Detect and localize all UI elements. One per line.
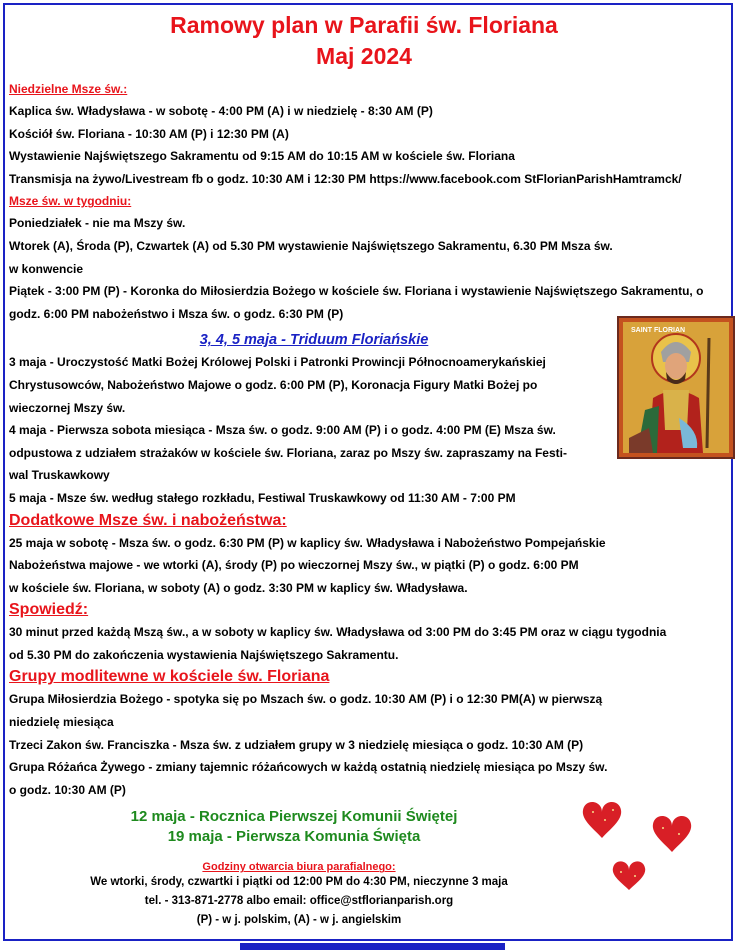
sunday-line: Wystawienie Najświętszego Sakramentu od 9:15 AM do 10:15 AM w kościele św. Floriana [9,149,515,164]
prayer-groups-section [9,666,729,801]
triduum-line: 5 maja - Msze św. według stałego rozkładu, Festiwal Truskawkowy od 11:30 AM - 7:00 PM [9,490,516,505]
communion-anniversary: 12 maja - Rocznica Pierwszej Komunii Świętej [130,808,458,826]
strawberry-heart-icon [583,802,621,838]
language-legend: (P) - w j. polskim, (A) - w j. angielskim [196,914,402,927]
confession-line: 30 minut przed każdą Mszą św., a w soboty w kaplicy św. Władysława od 3:00 PM do 3:45 PM oraz w ciągu tygodnia [9,625,667,640]
additional-line: 25 maja w sobotę - Msza św. o godz. 6:30 PM (P) w kaplicy św. Władysława i Nabożeństwo Pompejańskie [9,535,606,550]
weekday-section [9,190,729,325]
office-heading: Godziny otwarcia biura parafialnego: [202,861,396,874]
additional-heading: Dodatkowe Msze św. i nabożeństwa: [9,511,287,529]
weekday-line: Poniedziałek - nie ma Mszy św. [9,216,186,231]
weekday-line: godz. 6:00 PM nabożeństwo i Msza św. o godz. 6:30 PM (P) [9,306,344,321]
sunday-section [9,78,729,190]
sunday-line: Kościół św. Floriana - 10:30 AM (P) i 12:30 PM (A) [9,126,289,141]
icon-label-saint: SAINT FLORIAN [631,327,686,334]
weekday-line: w konwencie [9,261,84,276]
additional-line: Nabożeństwa majowe - we wtorki (A), środy (P) po wieczornej Mszy św., w piątki (P) o godz. 6:00 PM [9,558,579,573]
first-communion: 19 maja - Pierwsza Komunia Święta [167,828,421,846]
weekday-heading: Msze św. w tygodniu: [9,194,132,209]
confession-line: od 5.30 PM do zakończenia wystawienia Najświętszego Sakramentu. [9,647,399,662]
prayer-group-line: Trzeci Zakon św. Franciszka - Msza św. z udziałem grupy w 3 niedzielę miesiąca o godz. 10:30 AM (P) [9,737,584,752]
strawberry-heart-icon [653,816,691,852]
page-subtitle: Maj 2024 [316,43,412,69]
weekday-line: Wtorek (A), Środa (P), Czwartek (A) od 5.30 PM wystawienie Najświętszego Sakramentu, 6.30 PM Msza św. [9,238,613,253]
weekday-line: Piątek - 3:00 PM (P) - Koronka do Miłosierdzia Bożego w kościele św. Floriana i wystawienie Najświętszego Sakramentu, o [9,284,704,299]
strawberry-hearts-image [575,790,705,900]
prayer-group-line: Grupa Miłosierdzia Bożego - spotyka się po Mszach św. o godz. 10:30 AM (P) i o 12:30 PM(A) w pierwszą [9,692,603,707]
office-hours: We wtorki, środy, czwartki i piątki od 12:00 PM do 4:30 PM, nieczynne 3 maja [90,876,508,889]
additional-section [9,510,729,600]
strawberry-heart-icon [613,861,645,890]
triduum-line: 3 maja - Uroczystość Matki Bożej Królowej Polski i Patronki Prowincji Północnoamerykańskiej [9,355,546,370]
prayer-group-line: niedzielę miesiąca [9,715,114,730]
triduum-line: wieczornej Mszy św. [9,400,126,415]
page-title: Ramowy plan w Parafii św. Floriana [170,12,558,38]
triduum-line: wal Truskawkowy [9,468,110,483]
office-contact: tel. - 313-871-2778 albo email: office@stflorianparish.org [144,895,454,908]
sunday-heading: Niedzielne Msze św.: [9,82,128,96]
confession-heading: Spowiedź: [9,601,89,619]
triduum-line: odpustowa z udziałem strażaków w kościele św. Floriana, zaraz po Mszy św. zapraszamy na Festi- [9,445,567,460]
prayer-group-line: Grupa Różańca Żywego - zmiany tajemnic różańcowych w każdą ostatnią niedzielę miesiąca po Mszy św. [9,760,608,775]
livestream-line: Transmisja na żywo/Livestream fb o godz. 10:30 AM i 12:30 PM https://www.facebook.com StFlorianParishHamtramck/ [9,171,682,186]
triduum-line: Chrystusowców, Nabożeństwo Majowe o godz. 6:00 PM (P), Koronacja Figury Matki Bożej po [9,377,538,392]
saint-florian-icon [617,316,735,459]
triduum-heading: 3, 4, 5 maja - Triduum Floriańskie [199,332,429,349]
additional-line: w kościele św. Floriana, w soboty (A) o godz. 3:30 PM w kaplicy św. Władysława. [9,580,468,595]
triduum-section [9,329,609,509]
sunday-line: Kaplica św. Władysława - w sobotę - 4:00 PM (A) i w niedzielę - 8:30 AM (P) [9,104,433,118]
bottom-accent-bar [240,943,505,950]
confession-section [9,599,729,666]
prayer-groups-heading: Grupy modlitewne w kościele św. Floriana [9,668,330,686]
prayer-group-line: o godz. 10:30 AM (P) [9,782,126,797]
triduum-line: 4 maja - Pierwsza sobota miesiąca - Msza św. o godz. 9:00 AM (P) i o godz. 4:00 PM (E) Msza św. [9,423,556,438]
